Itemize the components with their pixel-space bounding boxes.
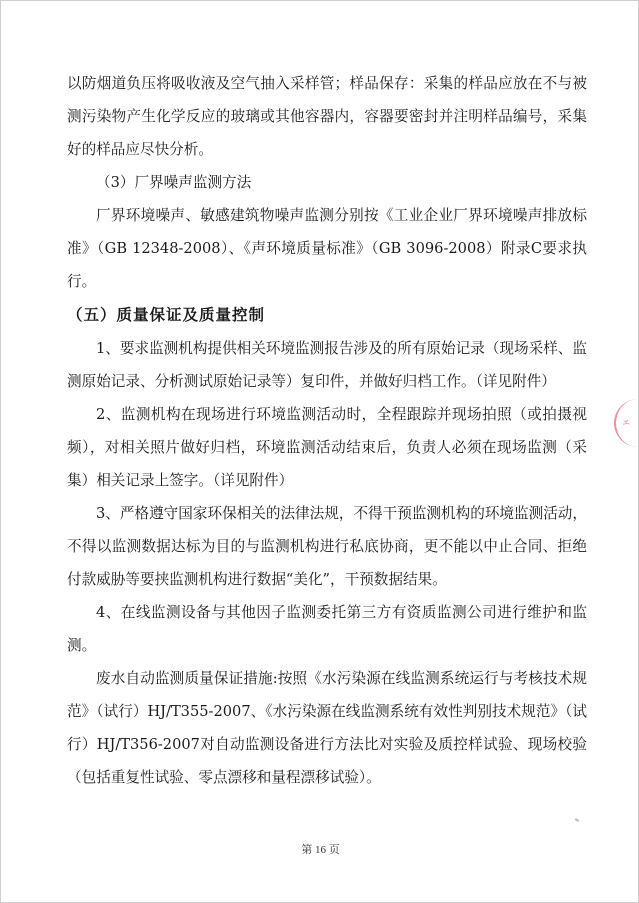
- page-number: 第 16 页: [301, 844, 340, 856]
- page-content: [67, 67, 587, 794]
- paragraph-sampling-storage: 以防烟道负压将吸收液及空气抽入采样管；样品保存：采集的样品应放在不与被测污染物产生化学反应的玻璃或其他容器内，容器要密封并注明样品编号，采集好的样品应尽快分析。: [67, 75, 587, 158]
- section-heading-quality: （五）质量保证及质量控制: [67, 306, 266, 324]
- seal-stamp-partial: [614, 399, 638, 447]
- paragraph-item-1: 1、要求监测机构提供相关环境监测报告涉及的所有原始记录（现场采样、监测原始记录、分析测试原始记录等）复印件，并做好归档工作。（详见附件）: [67, 340, 587, 390]
- scan-speck: [575, 818, 579, 822]
- paragraph-item-2: 2、监测机构在现场进行环境监测活动时，全程跟踪并现场拍照（或拍摄视频），对相关照片做好归档，环境监测活动结束后，负责人必须在现场监测（采集）相关记录上签字。（详见附件）: [67, 406, 587, 489]
- paragraph-wastewater-qa: 废水自动监测质量保证措施:按照《水污染源在线监测系统运行与考核技术规范》（试行）HJ/T355-2007、《水污染源在线监测系统有效性判别技术规范》（试行）HJ/T356-2007对自动监测设备进行方法比对实验及质控样试验、现场校验（包括重复性试验、零点漂移和量程漂移试验）。: [67, 670, 587, 786]
- seal-stamp-text: ェ: [621, 417, 631, 428]
- paragraph-item-3: 3、严格遵守国家环保相关的法律法规，不得干预监测机构的环境监测活动，不得以监测数据达标为目的与监测机构进行私底协商，更不能以中止合同、拒绝付款威胁等要挟监测机构进行数据“美化”，干预数据结果。: [67, 505, 587, 588]
- paragraph-item-4: 4、在线监测设备与其他因子监测委托第三方有资质监测公司进行维护和监测。: [67, 604, 587, 654]
- paragraph-noise-standards: 厂界环境噪声、敏感建筑物噪声监测分别按《工业企业厂界环境噪声排放标准》（GB 12348-2008）、《声环境质量标准》（GB 3096-2008）附录C要求执行。: [67, 207, 587, 290]
- subheading-noise-method: （3）厂界噪声监测方法: [96, 174, 252, 191]
